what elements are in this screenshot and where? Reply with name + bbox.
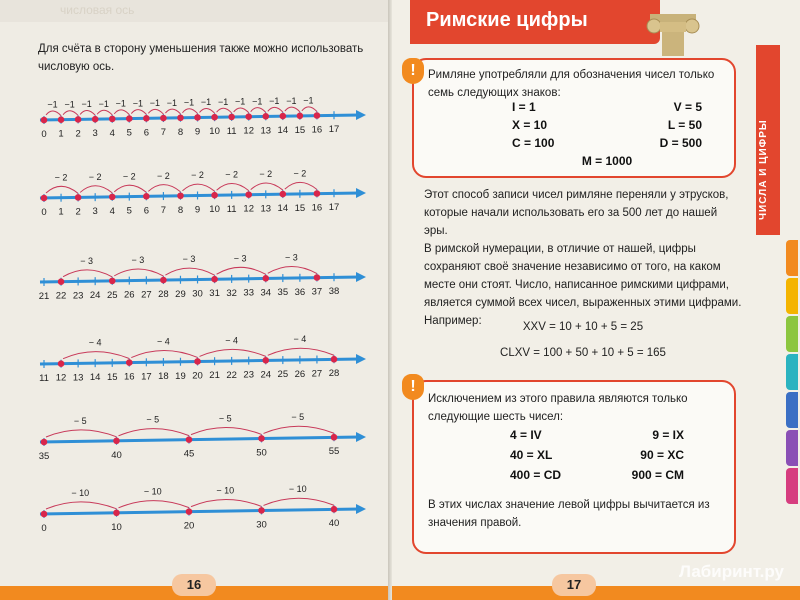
step-arc — [182, 109, 197, 114]
tick-label: 14 — [277, 203, 289, 215]
exception-cell: 40 = XL — [510, 448, 553, 462]
axis-line — [40, 193, 360, 198]
tick-label: 3 — [92, 128, 98, 140]
tick-label: 36 — [294, 286, 306, 298]
step-label: − 10 — [143, 486, 162, 497]
tick-label: 13 — [72, 372, 84, 384]
mark-point — [160, 115, 167, 122]
tick-label: 7 — [160, 205, 167, 217]
right-page — [392, 0, 800, 600]
step-label: − 10 — [71, 487, 90, 498]
mark-point — [211, 276, 218, 283]
tab-purple — [786, 430, 798, 466]
symbol-cell: L = 50 — [667, 118, 702, 132]
step-arc — [119, 501, 190, 508]
step-arc — [217, 267, 266, 274]
tick-label: 22 — [226, 369, 237, 381]
tick-label: 16 — [311, 124, 323, 136]
mark-point — [143, 115, 150, 122]
step-label: −1 — [47, 99, 58, 110]
tick-label: 55 — [328, 446, 340, 458]
step-arc — [268, 266, 317, 273]
tick-label: 1 — [58, 206, 64, 218]
step-arc — [46, 186, 78, 193]
tick-label: 28 — [328, 368, 340, 380]
step-arc — [217, 108, 232, 113]
tick-label: 9 — [194, 126, 201, 138]
step-arc — [46, 430, 117, 437]
example-xxv: XXV = 10 + 10 + 5 = 25 — [522, 321, 644, 333]
step-arc — [302, 107, 317, 112]
tick-label: 12 — [243, 125, 254, 137]
tick-label: 17 — [328, 124, 340, 136]
mark-point — [126, 115, 133, 122]
step-label: −1 — [217, 96, 229, 107]
step-label: −1 — [81, 99, 92, 110]
axis-arrow — [356, 432, 366, 442]
tick-label: 8 — [177, 126, 184, 138]
mark-point — [262, 275, 269, 282]
tick-label: 0 — [41, 207, 47, 218]
step-arc — [114, 110, 129, 115]
symbol-cell: C = 100 — [512, 136, 555, 150]
info-box-symbols — [412, 58, 736, 178]
tick-label: 17 — [328, 202, 340, 214]
exception-cell: 9 = IX — [652, 428, 684, 442]
step-label: −1 — [166, 97, 178, 108]
step-label: − 10 — [288, 484, 307, 495]
step-arc — [131, 110, 146, 115]
tick-label: 40 — [328, 518, 340, 530]
step-arc — [182, 184, 214, 191]
axis-arrow — [356, 354, 366, 364]
mark-point — [258, 507, 265, 514]
step-label: − 2 — [54, 172, 68, 183]
mark-point — [109, 278, 116, 285]
mark-point — [245, 191, 252, 198]
mark-point — [92, 116, 99, 123]
step-label: − 2 — [191, 170, 204, 181]
step-arc — [46, 111, 61, 116]
tick-label: 1 — [58, 128, 64, 140]
mark-point — [314, 274, 321, 281]
intro-text: Для счёта в сторону уменьшения также можно использовать числовую ось. — [38, 43, 364, 73]
tick-label: 45 — [183, 448, 195, 460]
mark-point — [194, 358, 201, 365]
exception-cell: 900 = CM — [631, 468, 684, 482]
tick-label: 35 — [38, 451, 50, 462]
tab-orange — [786, 240, 798, 276]
tick-label: 25 — [277, 369, 289, 381]
step-label: − 2 — [225, 169, 239, 180]
tick-label: 0 — [41, 129, 47, 140]
exclamation-icon: ! — [402, 374, 424, 400]
step-label: − 4 — [88, 337, 102, 348]
tick-label: 19 — [175, 370, 186, 382]
axis-arrow — [356, 504, 366, 514]
mark-point — [113, 510, 120, 517]
step-label: − 10 — [216, 485, 235, 496]
tick-label: 10 — [209, 126, 220, 138]
tick-label: 3 — [92, 206, 98, 218]
tick-label: 4 — [109, 127, 115, 139]
step-arc — [200, 109, 215, 114]
symbol-cell: D = 500 — [659, 136, 702, 150]
tick-label: 29 — [175, 288, 186, 300]
exception-cell: 400 = CD — [510, 468, 562, 482]
mark-point — [331, 356, 338, 363]
mark-point — [75, 116, 82, 123]
step-arc — [63, 352, 129, 359]
step-arc — [285, 107, 300, 112]
tick-label: 9 — [194, 204, 201, 216]
footer-bar — [392, 586, 800, 600]
mark-point — [177, 114, 184, 121]
step-label: − 5 — [291, 412, 305, 423]
mark-point — [258, 435, 265, 442]
symbols-intro: Римляне употребляли для обозначения чисел только семь следующих знаков: — [428, 69, 715, 99]
tick-label: 35 — [277, 287, 289, 299]
step-arc — [165, 109, 180, 114]
step-arc — [46, 502, 117, 509]
step-arc — [217, 184, 249, 191]
step-label: − 3 — [284, 252, 298, 263]
step-label: − 2 — [259, 169, 273, 180]
exceptions-table — [510, 428, 684, 488]
mark-point — [58, 278, 65, 285]
tick-label: 24 — [260, 369, 272, 381]
exception-cell: 4 = IV — [510, 428, 542, 442]
tick-label: 10 — [111, 521, 122, 533]
tick-label: 5 — [126, 127, 132, 139]
tick-label: 18 — [158, 371, 169, 383]
page-number-right: 17 — [552, 574, 596, 596]
step-arc — [268, 348, 334, 355]
mark-point — [262, 113, 269, 120]
tab-blue — [786, 392, 798, 428]
tick-label: 10 — [209, 204, 220, 216]
exceptions-note: В этих числах значение левой цифры вычитается из значения правой. — [428, 499, 710, 529]
tick-label: 25 — [106, 289, 118, 301]
step-label: − 3 — [182, 254, 196, 265]
tick-label: 11 — [226, 125, 237, 137]
tick-label: 30 — [192, 288, 203, 300]
mark-point — [211, 192, 218, 199]
mark-point — [211, 114, 218, 121]
axis-arrow — [356, 272, 366, 282]
tick-label: 31 — [209, 288, 220, 300]
mark-point — [41, 439, 48, 446]
step-label: − 2 — [157, 170, 170, 181]
tick-label: 11 — [39, 373, 49, 384]
mark-point — [331, 506, 338, 513]
step-label: −1 — [286, 95, 297, 106]
mark-point — [109, 194, 116, 201]
symbol-row — [512, 100, 702, 118]
watermark: Лабиринт.ру — [678, 562, 784, 581]
step-arc — [251, 108, 266, 113]
symbol-cell: I = 1 — [512, 100, 536, 114]
symbol-cell: V = 5 — [673, 100, 702, 114]
tab-cyan — [786, 354, 798, 390]
step-arc — [63, 111, 78, 116]
mark-point — [41, 195, 48, 202]
step-arc — [165, 268, 214, 275]
mark-point — [126, 359, 133, 366]
mark-point — [228, 114, 235, 121]
mark-point — [280, 191, 287, 198]
step-arc — [148, 185, 180, 192]
step-arc — [268, 107, 283, 112]
axis-line — [40, 509, 360, 514]
tick-label: 32 — [226, 287, 237, 299]
step-arc — [148, 109, 163, 114]
tab-green — [786, 316, 798, 352]
tick-label: 14 — [89, 372, 101, 384]
tick-label: 4 — [109, 205, 115, 217]
tick-label: 50 — [256, 447, 267, 459]
paragraph-numbering: В римской нумерации, в отличие от нашей, цифры сохраняют своё значение независимо от того, на каком месте они стоят. Число, написанное римскими цифрами, является суммой всех чисел, выраженных этими цифрами. Например: — [424, 243, 742, 327]
step-label: −1 — [98, 98, 109, 109]
side-tab-label: ЧИСЛА И ЦИФРЫ — [758, 119, 769, 220]
tick-label: 14 — [277, 125, 289, 137]
tick-label: 15 — [106, 371, 118, 383]
exception-row — [510, 468, 684, 488]
tick-label: 33 — [243, 287, 254, 299]
mark-point — [186, 436, 193, 443]
tick-label: 2 — [75, 206, 81, 218]
step-label: − 3 — [80, 255, 94, 266]
tab-yellow — [786, 278, 798, 314]
step-label: − 4 — [157, 336, 170, 347]
tick-label: 12 — [55, 372, 67, 384]
step-arc — [285, 182, 317, 189]
step-label: − 2 — [88, 171, 102, 182]
tick-label: 22 — [55, 290, 67, 302]
step-label: −1 — [149, 98, 161, 109]
tick-label: 28 — [158, 289, 169, 301]
step-label: −1 — [64, 99, 75, 110]
mark-point — [75, 194, 82, 201]
tick-label: 38 — [328, 286, 340, 298]
tick-label: 15 — [294, 124, 306, 136]
tick-label: 27 — [311, 368, 323, 380]
step-arc — [264, 498, 335, 505]
step-label: − 5 — [218, 413, 232, 424]
info-box-exceptions — [412, 380, 736, 554]
step-label: −1 — [303, 95, 314, 106]
mark-point — [314, 112, 321, 119]
step-label: − 5 — [73, 415, 87, 426]
tick-label: 5 — [126, 205, 132, 217]
exclamation-icon: ! — [402, 58, 424, 84]
mark-point — [160, 277, 167, 284]
step-label: −1 — [115, 98, 126, 109]
mark-point — [194, 114, 201, 121]
tick-label: 27 — [141, 289, 152, 301]
exception-cell: 90 = XC — [640, 448, 684, 462]
tick-label: 8 — [177, 204, 184, 216]
axis-line — [40, 437, 360, 442]
symbol-row — [512, 118, 702, 136]
step-label: − 2 — [293, 168, 307, 179]
paragraph-etruscans: Этот способ записи чисел римляне переняли у этрусков, которые начали использовать его за 500 лет до нашей эры. — [424, 189, 729, 237]
tick-label: 20 — [183, 520, 195, 532]
tick-label: 16 — [311, 202, 323, 214]
step-label: − 3 — [233, 253, 247, 264]
step-arc — [119, 429, 190, 436]
tick-label: 26 — [124, 289, 135, 301]
symbol-m: M = 1000 — [581, 154, 633, 168]
mark-point — [58, 360, 65, 367]
step-arc — [234, 108, 249, 113]
exception-row — [510, 448, 684, 468]
mark-point — [113, 438, 120, 445]
step-arc — [191, 499, 262, 506]
tick-label: 15 — [294, 202, 306, 214]
exceptions-intro: Исключением из этого правила являются только следующие шесть чисел: — [428, 393, 688, 423]
step-label: −1 — [183, 97, 195, 108]
step-arc — [114, 185, 146, 192]
tick-label: 21 — [209, 370, 220, 382]
tick-label: 34 — [260, 287, 272, 299]
left-page — [0, 0, 392, 600]
tick-label: 20 — [192, 370, 203, 382]
mark-point — [58, 116, 65, 123]
step-label: − 4 — [225, 335, 239, 346]
tick-label: 17 — [141, 371, 152, 383]
step-label: −1 — [269, 96, 280, 107]
tick-label: 11 — [226, 203, 237, 215]
color-index-tabs — [780, 240, 800, 506]
tick-label: 6 — [143, 127, 150, 139]
mark-point — [280, 113, 287, 120]
step-arc — [97, 110, 112, 115]
step-arc — [114, 269, 163, 276]
tick-label: 16 — [124, 371, 135, 383]
step-label: −1 — [252, 96, 263, 107]
tick-label: 0 — [41, 523, 47, 534]
mark-point — [41, 117, 48, 124]
mark-point — [109, 116, 116, 123]
tick-label: 13 — [260, 203, 272, 215]
tick-label: 37 — [311, 286, 323, 298]
step-arc — [131, 351, 197, 358]
tick-label: 40 — [111, 449, 122, 461]
step-label: −1 — [132, 98, 143, 109]
step-arc — [191, 427, 262, 434]
mark-point — [143, 193, 150, 200]
axis-arrow — [356, 110, 366, 120]
tick-label: 30 — [256, 519, 267, 531]
step-arc — [264, 426, 335, 433]
mark-point — [186, 508, 193, 515]
tick-label: 24 — [89, 290, 101, 302]
mark-point — [262, 357, 269, 364]
tick-label: 21 — [38, 291, 50, 302]
exception-row — [510, 428, 684, 448]
tick-label: 7 — [160, 127, 167, 139]
step-label: −1 — [235, 96, 246, 107]
step-label: − 3 — [131, 255, 145, 266]
tick-label: 26 — [294, 368, 306, 380]
tick-label: 23 — [243, 369, 254, 381]
tick-label: 6 — [143, 205, 150, 217]
step-label: −1 — [200, 97, 212, 108]
mark-point — [245, 113, 252, 120]
step-arc — [63, 270, 112, 277]
symbols-table — [512, 100, 702, 172]
tick-label: 13 — [260, 125, 272, 137]
step-arc — [251, 183, 283, 190]
page-title: Римские цифры — [410, 0, 660, 44]
symbol-row — [512, 136, 702, 154]
axis-arrow — [356, 188, 366, 198]
column-capital-icon — [644, 8, 702, 56]
step-arc — [80, 186, 112, 193]
tick-label: 2 — [75, 128, 81, 140]
axis-line — [40, 277, 360, 282]
tick-label: 12 — [243, 203, 254, 215]
step-arc — [200, 349, 266, 356]
step-arc — [80, 110, 95, 115]
number-lines — [0, 0, 392, 600]
tab-pink — [786, 468, 798, 504]
mark-point — [314, 190, 321, 197]
step-label: − 5 — [146, 414, 160, 425]
mark-point — [331, 434, 338, 441]
symbol-cell: X = 10 — [512, 118, 548, 132]
mark-point — [177, 192, 184, 199]
tick-label: 23 — [72, 290, 84, 302]
page-number-left: 16 — [172, 574, 216, 596]
mark-point — [297, 112, 304, 119]
left-page-header: числовая ось — [0, 0, 392, 22]
mark-point — [41, 511, 48, 518]
section-side-tab — [756, 45, 780, 235]
step-label: − 2 — [122, 171, 136, 182]
example-clxv: CLXV = 100 + 50 + 10 + 5 = 165 — [500, 347, 666, 359]
step-label: − 4 — [293, 334, 307, 345]
